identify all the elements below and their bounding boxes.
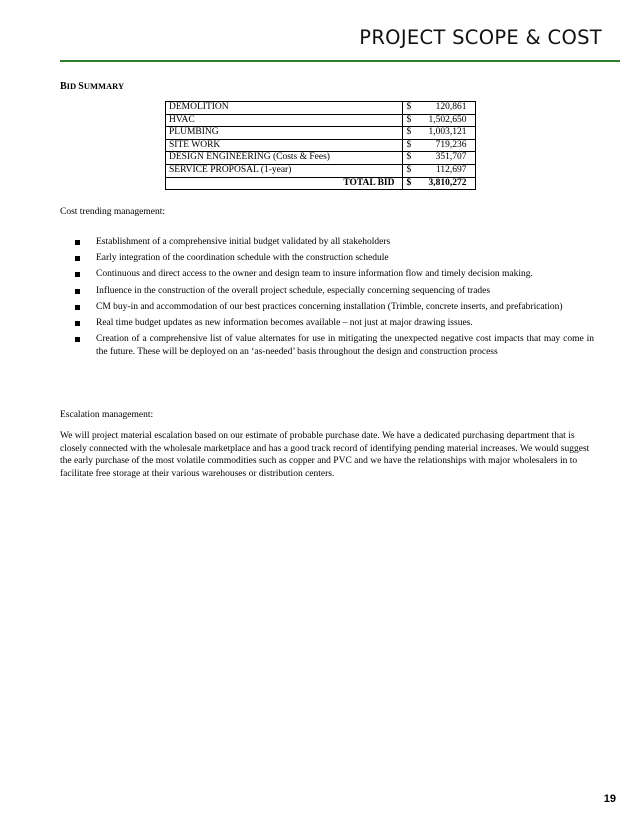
cost-item-amount [403, 139, 476, 152]
list-item-text: Early integration of the coordination schedule with the construction schedule [96, 253, 389, 264]
cost-item-amount [403, 152, 476, 165]
cost-item-label: SERVICE PROPOSAL (1-year) [166, 164, 403, 177]
cost-item-amount [403, 102, 476, 115]
amount-value: 120,861 [435, 102, 467, 112]
list-item [74, 301, 594, 314]
list-item-text: Continuous and direct access to the owner and design team to insure information flow and timely decision making. [96, 269, 533, 280]
list-item-text: Real time budget updates as new information becomes available – not just at major drawing issues. [96, 317, 473, 328]
cost-trending-list [74, 236, 594, 362]
total-bid-label: TOTAL BID [166, 177, 403, 190]
escalation-paragraph: We will project material escalation based on our estimate of probable purchase date. We have a dedicated purchasing department that is closely connected with the wholesale marketplace and has a good track record of identifying pending material increases. We would suggest the early purchase of the most volatile commodities such as copper and PVC and we have the relationships with major wholesalers in to facilitate free storage at their various warehouses or distribution centers. [60, 431, 590, 479]
bullet-icon [75, 337, 80, 342]
list-item-text: CM buy-in and accommodation of our best practices concerning installation (Trimble, concrete inserts, and prefabrication) [96, 301, 563, 312]
dollar-sign: $ [406, 102, 412, 112]
dollar-sign: $ [406, 152, 412, 163]
dollar-sign: $ [406, 139, 412, 150]
amount-value: 351,707 [435, 152, 467, 163]
title-divider [60, 60, 620, 62]
amount-value: 3,810,272 [428, 177, 467, 188]
table-row [166, 102, 476, 115]
bullet-icon [75, 321, 80, 326]
table-row [166, 127, 476, 140]
cost-item-label: PLUMBING [166, 127, 403, 140]
page-title: PROJECT SCOPE & COST [359, 26, 602, 49]
bullet-icon [75, 305, 80, 310]
list-item [74, 333, 594, 358]
list-item-text: Creation of a comprehensive list of value alternates for use in mitigating the unexpected negative cost impacts that may come in the future. These will be deployed on an ‘as-needed’ basis throughout the design and construction process [96, 334, 594, 357]
list-item [74, 236, 594, 249]
amount-value: 719,236 [435, 139, 467, 150]
cost-item-amount [403, 164, 476, 177]
table-row [166, 139, 476, 152]
dollar-sign: $ [406, 127, 412, 138]
table-row [166, 114, 476, 127]
cost-item-label: DEMOLITION [166, 102, 403, 115]
cost-item-label: DESIGN ENGINEERING (Costs & Fees) [166, 152, 403, 165]
list-item [74, 317, 594, 330]
bid-summary-heading-id: ID [66, 81, 77, 91]
total-row [166, 177, 476, 190]
bid-summary-heading-b: B [60, 81, 67, 92]
dollar-sign: $ [406, 164, 412, 175]
table-row [166, 152, 476, 165]
page-number: 19 [603, 793, 616, 805]
cost-trending-heading: Cost trending management: [60, 207, 166, 217]
list-item-text: Establishment of a comprehensive initial budget validated by all stakeholders [96, 237, 391, 247]
list-item-text: Influence in the construction of the overall project schedule, especially concerning sequencing of trades [96, 285, 491, 296]
table-row [166, 164, 476, 177]
list-item [74, 268, 594, 281]
cost-item-amount [403, 127, 476, 140]
bullet-icon [75, 272, 80, 277]
amount-value: 1,502,650 [428, 114, 467, 125]
list-item [74, 285, 594, 298]
cost-item-label: HVAC [166, 114, 403, 127]
bid-summary-heading [60, 81, 124, 92]
cost-item-amount [403, 114, 476, 127]
bullet-icon [75, 289, 80, 294]
bid-summary-table [165, 101, 476, 190]
bid-summary-heading-s: S [78, 81, 84, 92]
escalation-heading: Escalation management: [60, 410, 154, 420]
dollar-sign: $ [406, 177, 412, 188]
bullet-icon [75, 240, 80, 245]
bid-summary-heading-ummary: UMMARY [83, 81, 125, 91]
list-item [74, 252, 594, 265]
amount-value: 112,697 [435, 164, 467, 175]
dollar-sign: $ [406, 114, 412, 125]
cost-item-label: SITE WORK [166, 139, 403, 152]
total-bid-amount [403, 177, 476, 190]
bullet-icon [75, 256, 80, 261]
amount-value: 1,003,121 [428, 127, 467, 138]
